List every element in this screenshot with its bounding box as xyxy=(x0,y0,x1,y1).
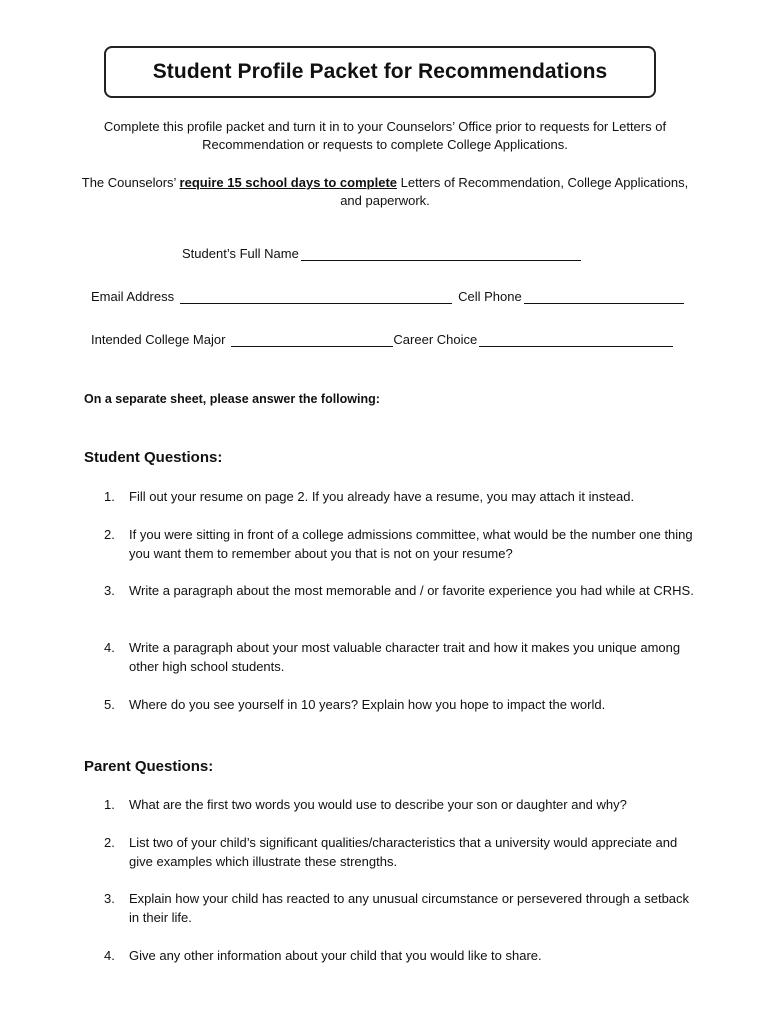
full-name-label: Student’s Full Name xyxy=(182,246,299,261)
list-item xyxy=(104,696,694,715)
question-text: If you were sitting in front of a college admissions committee, what would be the number one thing you want them to remember about you that is not on your resume? xyxy=(129,527,693,561)
question-number: 2. xyxy=(104,527,115,542)
question-number: 3. xyxy=(104,583,115,598)
question-text: Write a paragraph about the most memorable and / or favorite experience you had while at CRHS. xyxy=(129,583,694,598)
question-number: 5. xyxy=(104,697,115,712)
page-title: Student Profile Packet for Recommendations xyxy=(152,60,608,83)
deadline-requirement: require 15 school days to complete xyxy=(179,175,398,190)
title-box xyxy=(104,46,656,98)
email-label: Email Address xyxy=(91,289,175,304)
question-text: Fill out your resume on page 2. If you already have a resume, you may attach it instead. xyxy=(129,489,635,504)
question-text: Give any other information about your child that you would like to share. xyxy=(129,948,542,963)
parent-questions-heading: Parent Questions: xyxy=(84,758,214,775)
question-text: Write a paragraph about your most valuable character trait and how it makes you unique among other high school students. xyxy=(129,640,681,674)
question-number: 2. xyxy=(104,835,115,850)
email-field[interactable] xyxy=(180,289,452,304)
cell-phone-label: Cell Phone xyxy=(458,289,522,304)
question-text: Where do you see yourself in 10 years? Explain how you hope to impact the world. xyxy=(129,697,606,712)
list-item xyxy=(104,488,694,507)
question-text: What are the first two words you would use to describe your son or daughter and why? xyxy=(129,797,627,812)
full-name-row xyxy=(182,246,581,261)
question-number: 3. xyxy=(104,891,115,906)
question-text: Explain how your child has reacted to any unusual circumstance or persevered through a setback in their life. xyxy=(129,891,690,925)
major-label: Intended College Major xyxy=(91,332,226,347)
question-number: 1. xyxy=(104,797,115,812)
student-questions-heading: Student Questions: xyxy=(84,449,223,466)
question-number: 1. xyxy=(104,489,115,504)
intro-paragraph-1: Complete this profile packet and turn it in to your Counselors’ Office prior to requests for Letters of Recommendation or requests to complete College Applications. xyxy=(103,119,667,152)
intro-paragraph-2 xyxy=(80,174,690,210)
list-item xyxy=(104,834,694,871)
list-item xyxy=(104,526,694,563)
list-item xyxy=(104,582,694,601)
question-number: 4. xyxy=(104,640,115,655)
full-name-field[interactable] xyxy=(301,246,581,261)
list-item xyxy=(104,890,694,927)
question-number: 4. xyxy=(104,948,115,963)
email-phone-row xyxy=(91,289,684,304)
intro-text-after: Letters of Recommendation, College Applications, and paperwork. xyxy=(340,175,689,208)
intro-text-before: The Counselors’ xyxy=(81,175,180,190)
list-item xyxy=(104,947,694,966)
list-item xyxy=(104,639,694,676)
career-field[interactable] xyxy=(479,332,673,347)
list-item xyxy=(104,796,694,815)
career-label: Career Choice xyxy=(393,332,478,347)
question-text: List two of your child’s significant qualities/characteristics that a university would appreciate and give examples which illustrate these strengths. xyxy=(129,835,678,869)
cell-phone-field[interactable] xyxy=(524,289,684,304)
major-field[interactable] xyxy=(231,332,393,347)
separate-sheet-note: On a separate sheet, please answer the following: xyxy=(84,392,380,406)
major-career-row xyxy=(91,332,673,347)
